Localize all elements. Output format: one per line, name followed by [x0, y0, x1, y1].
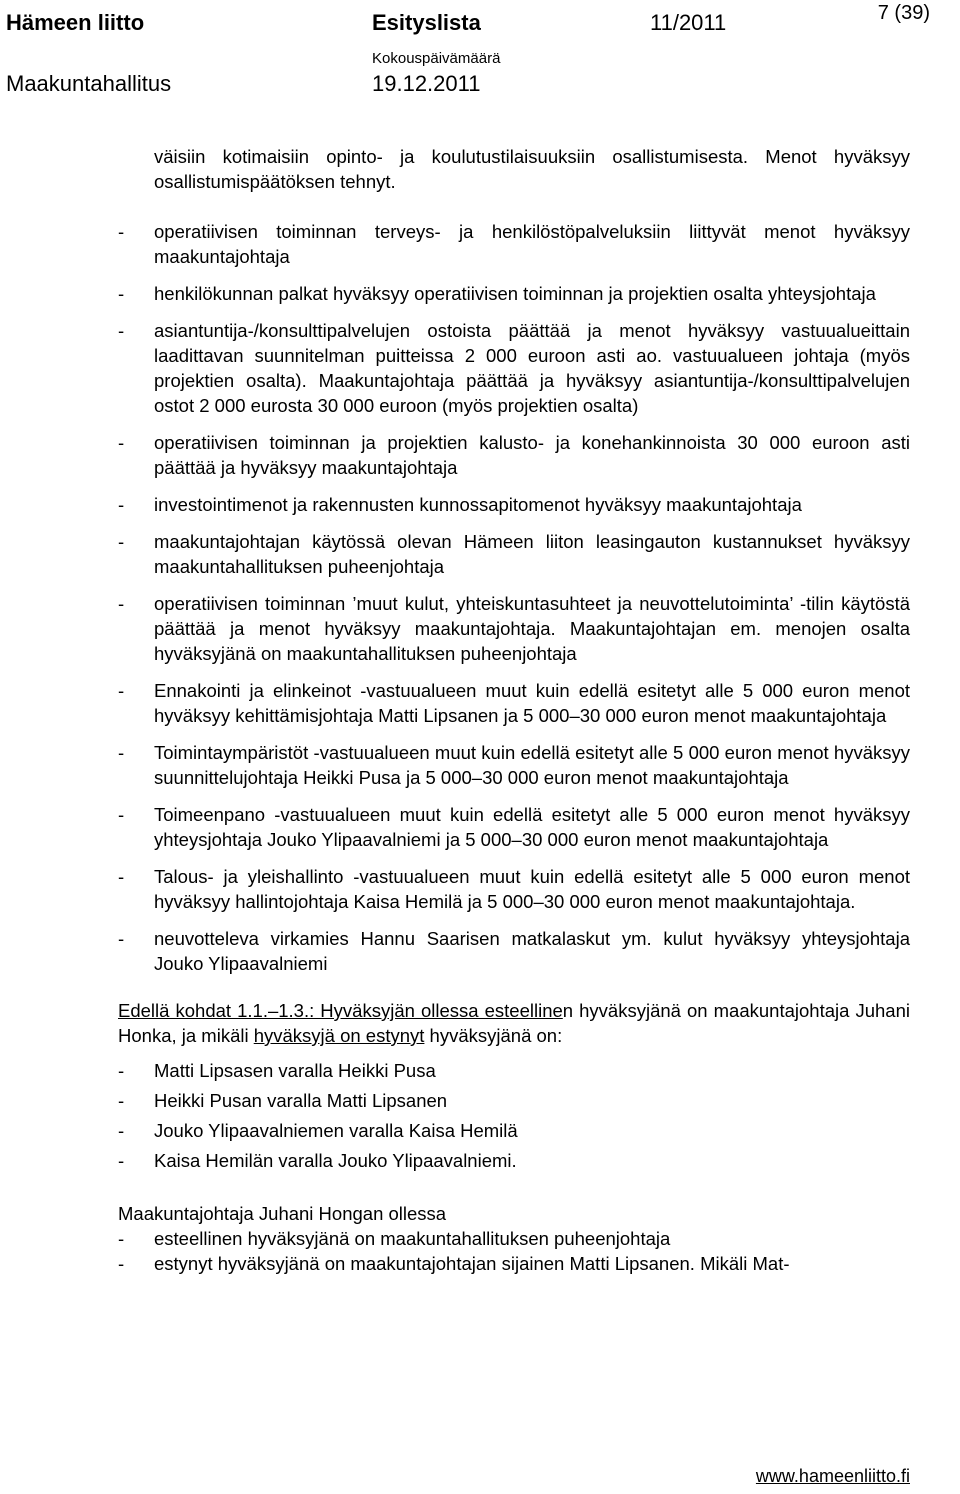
list-item: - operatiivisen toiminnan ja projektien kalusto- ja konehankinnoista 30 000 euroon asti päättää ja hyväksyy maakuntajohtaja [118, 432, 910, 478]
list-item: - Kaisa Hemilän varalla Jouko Ylipaavalniemi. [118, 1150, 517, 1171]
list-item: - esteellinen hyväksyjänä on maakuntahallituksen puheenjohtaja [118, 1228, 671, 1249]
list-item: - Matti Lipsasen varalla Heikki Pusa [118, 1060, 436, 1081]
honka-heading: Maakuntajohtaja Juhani Hongan ollessa [118, 1203, 447, 1224]
list-item: - neuvotteleva virkamies Hannu Saarisen matkalaskut ym. kulut hyväksyy yhteysjohtaja Jouko Ylipaavalniemi [118, 928, 910, 974]
list-item: - asiantuntija-/konsulttipalvelujen ostoista päättää ja menot hyväksyy vastuualueittain laadittavan suunnitelman puitteissa 2 000 euroon asti ao. vastuualueen johtaja (myös projektien osalta). Maakuntajohtaja päättää ja hyväksyy asiantuntija-/konsulttipalvelujen ostot 2 000 eurosta 30 000 euroon (myös projektien osalta) [118, 320, 910, 416]
list-item: - estynyt hyväksyjänä on maakuntajohtajan sijainen Matti Lipsanen. Mikäli Mat- [118, 1253, 790, 1274]
substitute-list [118, 1058, 910, 1173]
meeting-date: 19.12.2011 [372, 71, 481, 96]
list-item: - Ennakointi ja elinkeinot -vastuualueen muut kuin edellä esitetyt alle 5 000 euron menot hyväksyy kehittämisjohtaja Matti Lipsanen ja 5 000–30 000 euron menot maakuntajohtaja [118, 680, 910, 726]
doc-number: 11/2011 [650, 10, 727, 35]
intro-paragraph: väisiin kotimaisiin opinto- ja koulutustilaisuuksiin osallistumisesta. Menot hyväksyy osallistumispäätöksen tehnyt. [154, 146, 910, 192]
list-item: - Heikki Pusan varalla Matti Lipsanen [118, 1090, 448, 1111]
list-item: - operatiivisen toiminnan ’muut kulut, yhteiskuntasuhteet ja neuvottelutoiminta’ -tilin käytöstä päättää ja menot hyväksyy maakuntajohtaja. Maakuntajohtajan em. menojen osalta hyväksyjänä on maakuntahallituksen puheenjohtaja [118, 593, 910, 664]
list-item: - henkilökunnan palkat hyväksyy operatiivisen toiminnan ja projektien osalta yhteysjohtaja [118, 283, 876, 304]
page-number: 7 (39) [877, 2, 930, 24]
doc-type: Esityslista [372, 10, 481, 35]
list-item: - investointimenot ja rakennusten kunnossapitomenot hyväksyy maakuntajohtaja [118, 494, 802, 515]
substitution-paragraph: Edellä kohdat 1.1.–1.3.: Hyväksyjän ollessa esteellinen hyväksyjänä on maakuntajohtaja Juhani Honka, ja mikäli hyväksyjä on estynyt hyväksyjänä on: [118, 1000, 910, 1046]
date-label: Kokouspäivämäärä [372, 50, 501, 67]
list-item: - Talous- ja yleishallinto -vastuualueen muut kuin edellä esitetyt alle 5 000 euron menot hyväksyy hallintojohtaja Kaisa Hemilä ja 5 000–30 000 euron menot maakuntajohtaja. [118, 866, 910, 912]
list-item: - maakuntajohtajan käytössä olevan Hämeen liiton leasingauton kustannukset hyväksyy maakuntahallituksen puheenjohtaja [118, 531, 910, 577]
org-name: Hämeen liitto [6, 10, 145, 35]
list-item: - Jouko Ylipaavalniemen varalla Kaisa Hemilä [118, 1120, 518, 1141]
footer-website-link[interactable]: www.hameenliitto.fi [755, 1466, 910, 1486]
honka-list [118, 1226, 910, 1276]
list-item: - Toimeenpano -vastuualueen muut kuin edellä esitetyt alle 5 000 euron menot hyväksyy yhteysjohtaja Jouko Ylipaavalniemi ja 5 000–30 000 euron menot maakuntajohtaja [118, 804, 910, 850]
approval-list [118, 219, 910, 976]
list-item: - operatiivisen toiminnan terveys- ja henkilöstöpalveluksiin liittyvät menot hyväksyy maakuntajohtaja [118, 221, 910, 267]
document-body [118, 144, 910, 1276]
body-name: Maakuntahallitus [6, 71, 172, 96]
list-item: - Toimintaympäristöt -vastuualueen muut kuin edellä esitetyt alle 5 000 euron menot hyväksyy suunnittelujohtaja Heikki Pusa ja 5 000–30 000 euron menot maakuntajohtaja [118, 742, 910, 788]
